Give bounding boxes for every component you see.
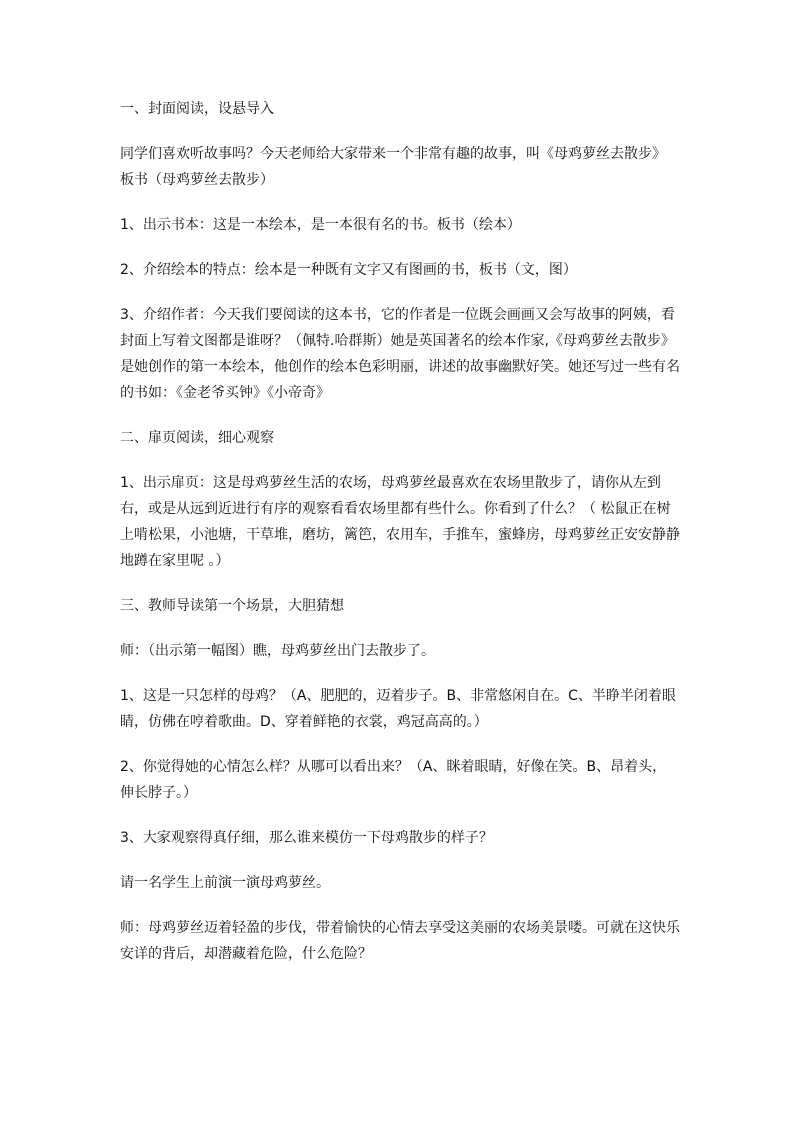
list-item: 2、介绍绘本的特点：绘本是一种既有文字又有图画的书，板书（文，图） [120, 262, 577, 278]
list-item: 1、这是一只怎样的母鸡？（A、肥肥的，迈着步子。B、非常悠闲自在。C、半睁半闭着眼睛，仿佛在哼着歌曲。D、穿着鲜艳的衣裳，鸡冠高高的。） [120, 688, 676, 730]
list-item: 1、出示书本：这是一本绘本，是一本很有名的书。板书（绘本） [120, 217, 521, 233]
teacher-line: 师：母鸡萝丝迈着轻盈的步伐，带着愉快的心情去享受这美丽的农场美景喽。可就在这快乐安详的背后，却潜藏着危险，什么危险？ [120, 920, 680, 962]
list-item: 3、大家观察得真仔细，那么谁来模仿一下母鸡散步的样子？ [120, 830, 493, 846]
section-heading: 一、封面阅读，设悬导入 [120, 101, 274, 117]
section-heading: 三、教师导读第一个场景，大胆猜想 [120, 598, 344, 614]
student-line: 请一名学生上前演一演母鸡萝丝。 [120, 875, 330, 891]
document-body [120, 96, 680, 986]
list-item: 3、介绍作者：今天我们要阅读的这本书，它的作者是一位既会画画又会写故事的阿姨，看封面上写着文图都是谁呀？（佩特.哈群斯）她是英国著名的绘本作家,《母鸡萝丝去散步》是她创作的第一本绘本，他创作的绘本色彩明丽，讲述的故事幽默好笑。她还写过一些有名的书如：《金老爷买钟》《小帝奇》 [120, 307, 680, 401]
intro-paragraph: 同学们喜欢听故事吗？今天老师给大家带来一个非常有趣的故事，叫《母鸡萝丝去散步》 板书（母鸡萝丝去散步） [120, 146, 666, 188]
section-heading: 二、扉页阅读，细心观察 [120, 430, 274, 446]
list-item: 2、你觉得她的心情怎么样？从哪可以看出来？（A、眯着眼睛，好像在笑。B、昂着头，伸长脖子。） [120, 759, 667, 801]
list-item: 1、出示扉页：这是母鸡萝丝生活的农场，母鸡萝丝最喜欢在农场里散步了，请你从左到右，或是从远到近进行有序的观察看看农场里都有些什么。你看到了什么？（ 松鼠正在树上啃松果，小池塘，干草堆，磨坊，篱笆，农用车，手推车，蜜蜂房，母鸡萝丝正安安静静地蹲在家里呢 。） [120, 475, 680, 569]
teacher-line: 师：（出示第一幅图）瞧，母鸡萝丝出门去散步了。 [120, 643, 435, 659]
